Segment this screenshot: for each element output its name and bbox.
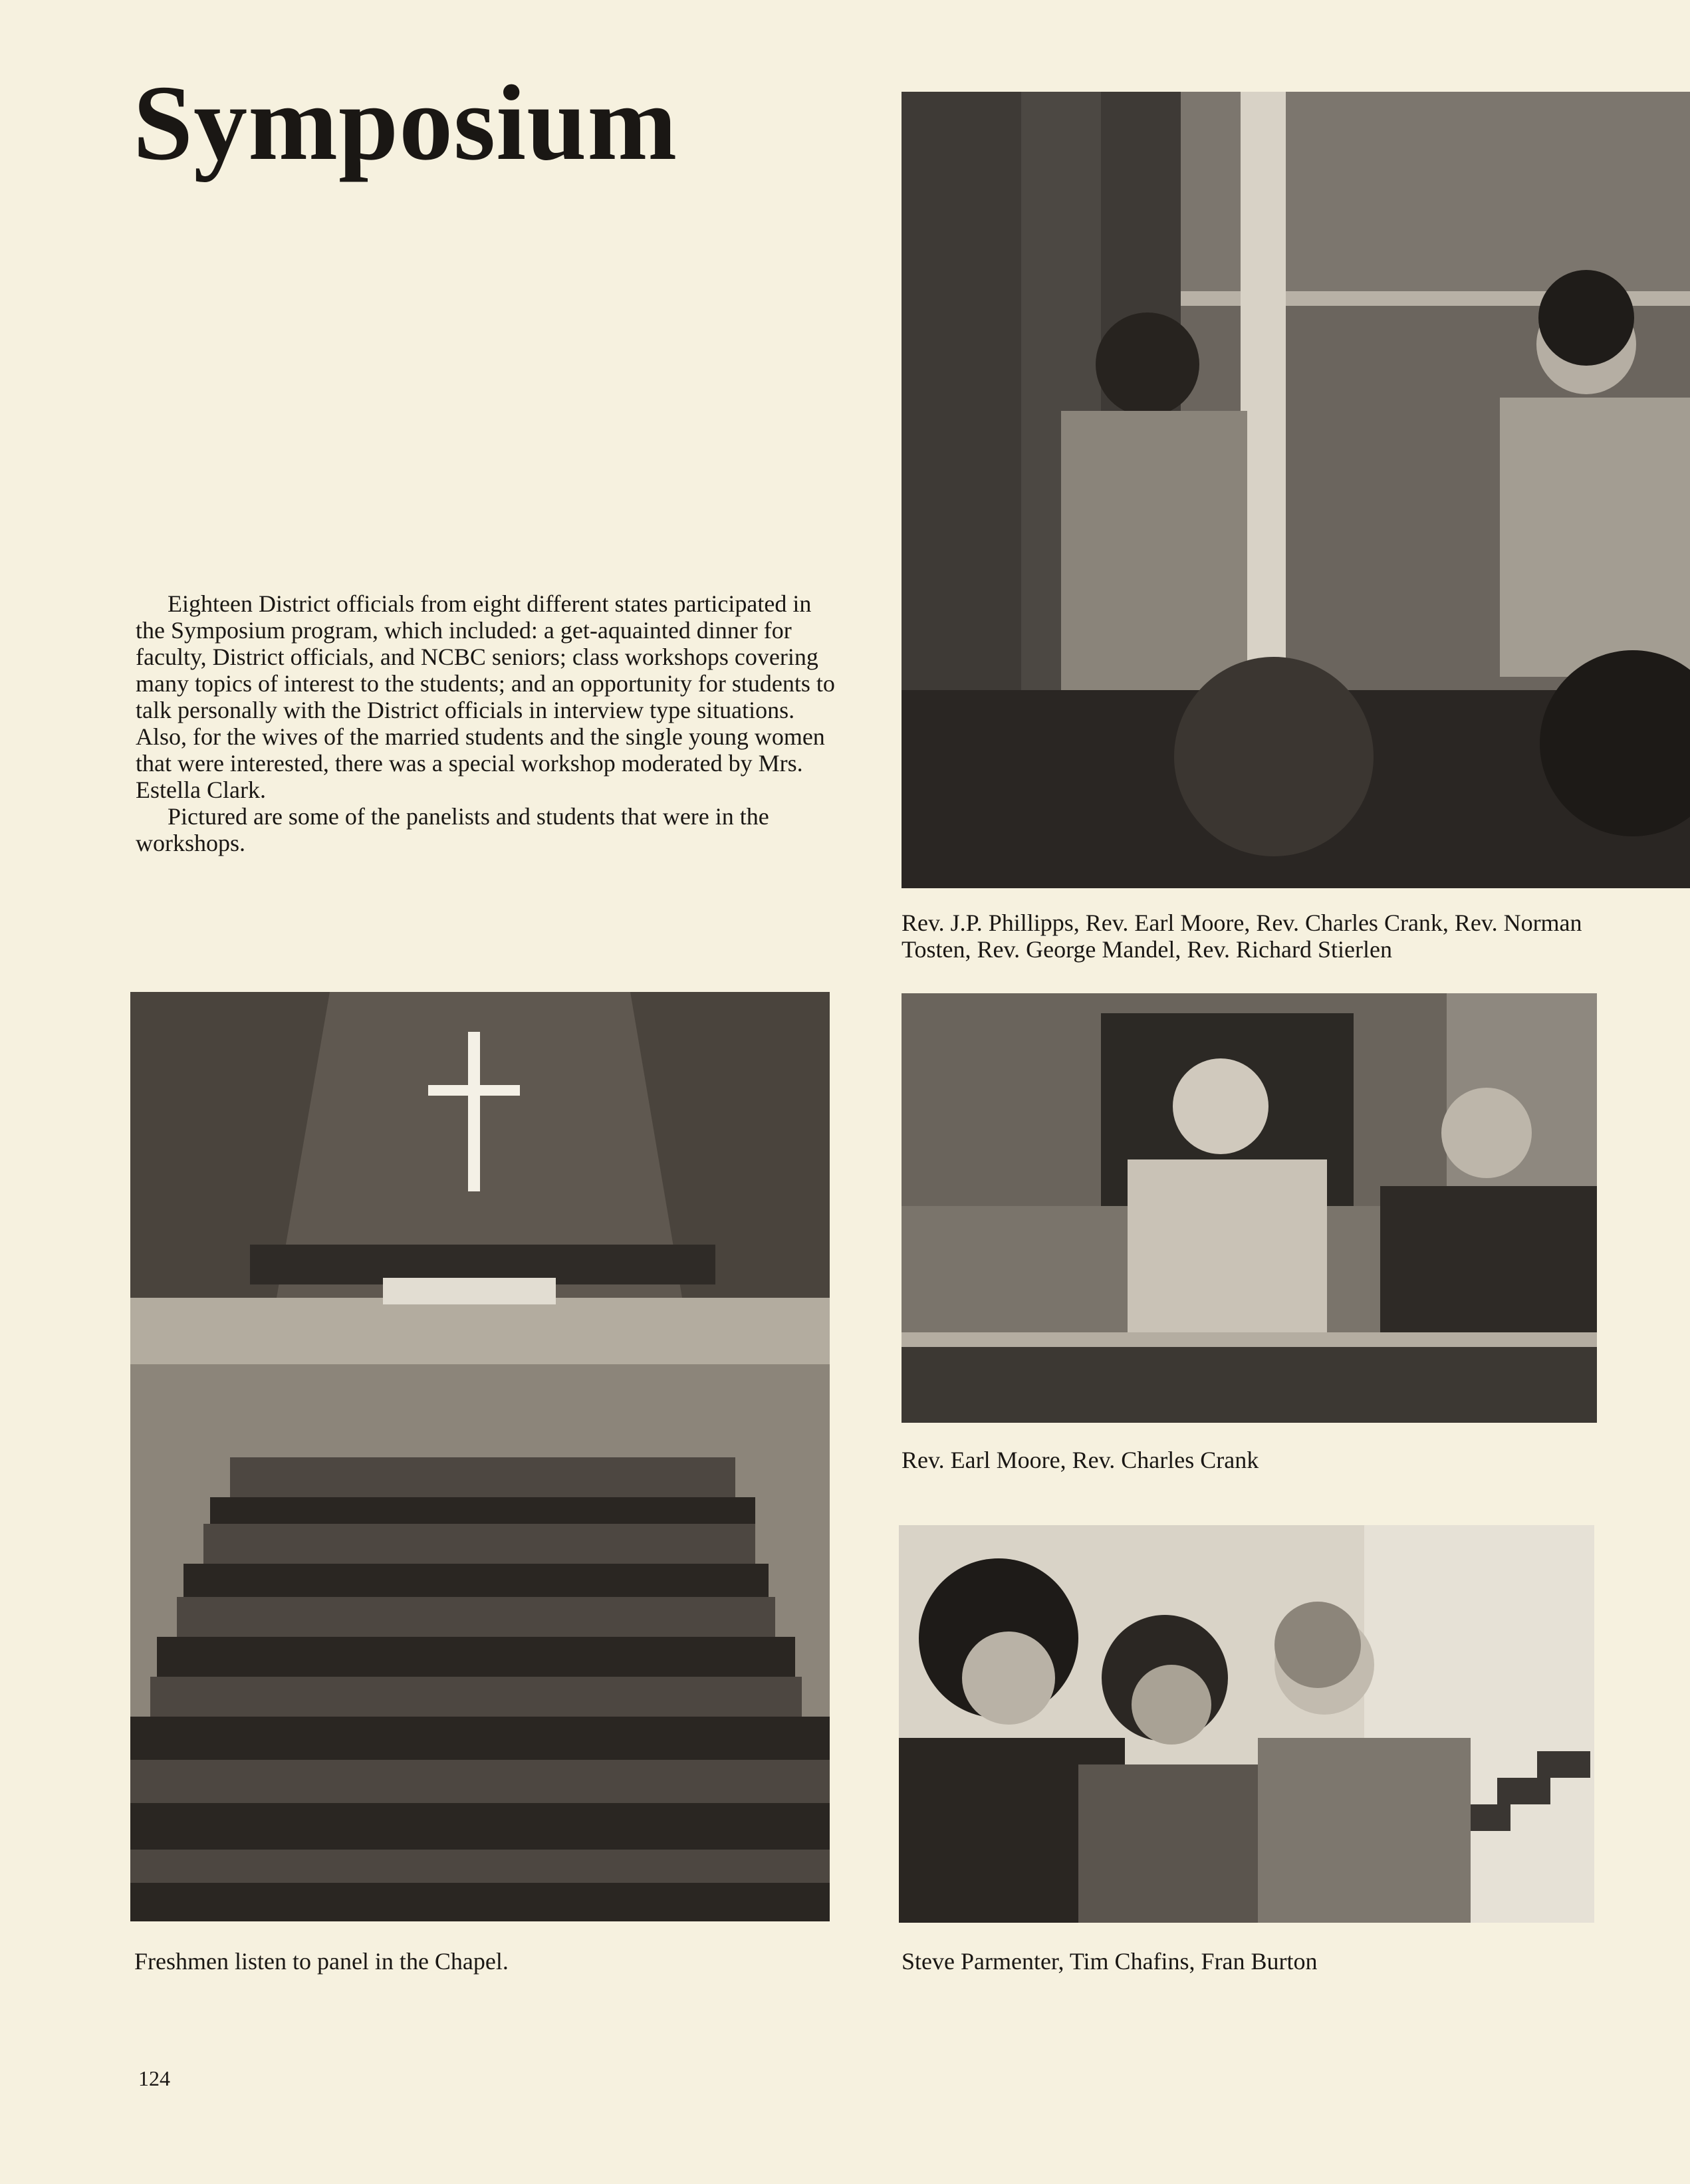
page-number: 124 [138, 2066, 170, 2090]
photo-chapel-audience [130, 992, 830, 1921]
photo-moore-crank [902, 993, 1597, 1423]
photo-caption: Steve Parmenter, Tim Chafins, Fran Burton [902, 1948, 1318, 1975]
photo-panelists-seated [902, 92, 1690, 888]
photo-caption: Rev. J.P. Phillipps, Rev. Earl Moore, Rev. Charles Crank, Rev. Norman Tosten, Rev. George Mandel, Rev. Richard Stierlen [902, 910, 1582, 963]
photo-students-row [899, 1525, 1594, 1923]
photo-caption: Freshmen listen to panel in the Chapel. [134, 1948, 509, 1975]
intro-paragraph: Pictured are some of the panelists and students that were in the workshops. [136, 803, 769, 856]
intro-paragraph: Eighteen District officials from eight different states participated in the Symposium program, which included: a get-aquainted dinner for faculty, District officials, and NCBC seniors; class workshops covering many topics of interest to the students; and an opportunity for students to talk personally with the District officials in interview type situations. Also, for the wives of the married students and the single young women that were interested, there was a special workshop moderated by Mrs. Estella Clark. [136, 590, 835, 803]
page-title: Symposium [133, 64, 678, 183]
photo-caption: Rev. Earl Moore, Rev. Charles Crank [902, 1447, 1259, 1473]
intro-text [136, 590, 835, 856]
